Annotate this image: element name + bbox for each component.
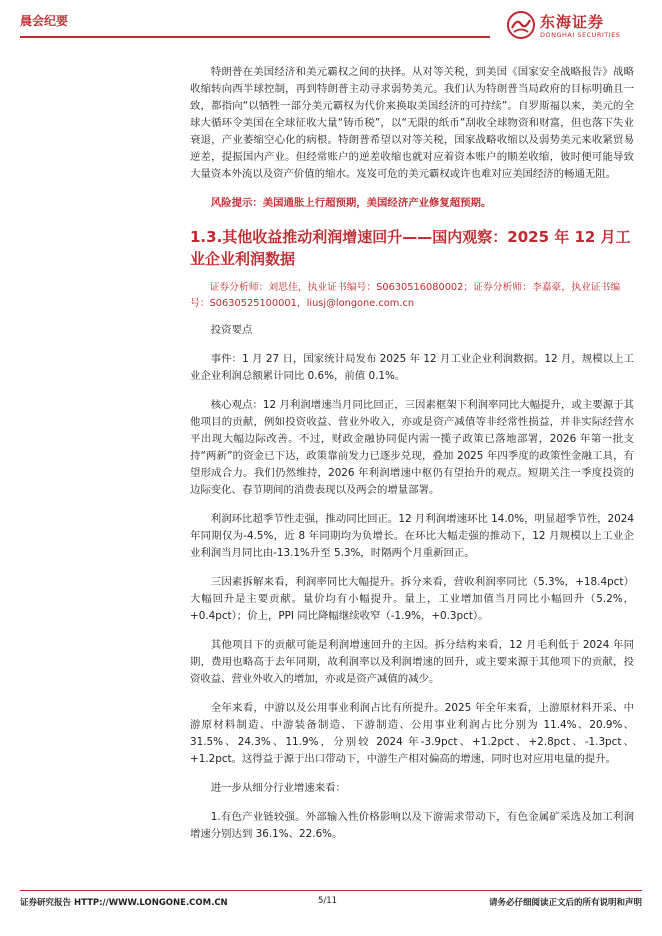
page-header — [0, 0, 662, 46]
event-paragraph: 事件：1 月 27 日，国家统计局发布 2025 年 12 月工业企业利润数据。12 月，规模以上工业企业利润总额累计同比 0.6%，前值 0.1%。 — [190, 353, 634, 382]
intro-paragraph: 特朗普在美国经济和美元霸权之间的抉择。从对等关税，到美国《国家安全战略报告》战略收缩转向西半球控制，再到特朗普主动寻求弱势美元。我们认为特朗普当局政府的目标明确且一致，都指向“以牺牲一部分美元霸权为代价来换取美国经济的可持续”。自罗斯福以来，美元的全球大循环令美国在全球征收大量“铸币税”，以“无限的纸币”刮收全球物资和财富，但也落下失业衰退，产业萎缩空心化的病根。特朗普希望以对等关税，国家战略收缩以及弱势美元来收紧贸易逆差，提振国内产业。但经常账户的逆差收缩也就对应着资本账户的顺差收缩，彼时便可能导致大量资本外流以及资产价值的缩水。岌岌可危的美元霸权或许也难对应美国经济的畅通无阻。 — [190, 66, 634, 180]
footer-website: 证券研究报告 HTTP://WWW.LONGONE.COM.CN — [20, 898, 228, 908]
profit-mom-paragraph: 利润环比超季节性走强，推动同比回正。12 月利润增速环比 14.0%，明显超季节性，2024 年同期仅为-4.5%，近 8 年同期均为负增长。在环比大幅走强的推动下，12 月规模以上工业企业利润当月同比由-13.1%升至 5.3%，时隔两个月重新回正。 — [190, 513, 634, 559]
industry-intro-paragraph: 进一步从细分行业增速来看： — [210, 782, 346, 794]
header-title: 晨会纪要 — [20, 14, 69, 28]
header-divider — [20, 36, 490, 38]
page-footer — [0, 880, 662, 936]
footer-disclaimer: 请务必仔细阅读正文后的所有说明和声明 — [488, 898, 642, 908]
footer-divider — [20, 890, 642, 891]
donghai-logo — [506, 10, 646, 42]
nonferrous-paragraph: 1.有色产业链较强。外部输入性价格影响以及下游需求带动下，有色金属矿采选及加工利润增速分别达到 36.1%、22.6%。 — [190, 811, 634, 840]
section-title: 1.3.其他收益推动利润增速回升——国内观察：2025 年 12 月工业企业利润数据 — [190, 228, 631, 268]
risk-warning: 风险提示：美国通胀上行超预期，美国经济产业修复超预期。 — [210, 197, 492, 209]
report-content — [190, 64, 634, 855]
core-view-paragraph: 核心观点：12 月利润增速当月同比回正，三因素框架下利润率同比大幅提升，或主要源于其他项目的贡献，例如投资收益、营业外收入，亦或是资产减值等非经常性损益，并非实际经营水平出现大幅边际改善。不过，财政金融协同促内需一揽子政策已落地部署，2026 年第一批支持“两新”的资金已下达，政策靠前发力已逐步兑现，叠加 2025 年四季度的政策性金融工具，有望形成合力。我们仍然维持，2026 年利润增速中枢仍有望抬升的观点。短期关注一季度投资的边际变化、春节期间的消费表现以及两会的增量部署。 — [190, 399, 634, 496]
analyst-info: 证券分析师：刘思佳，执业证书编号：S0630516080002；证券分析师：李嘉豪，执业证书编号：S0630525100001，liusj@longone.com.cn — [190, 282, 621, 309]
page-number: 5/11 — [318, 896, 338, 906]
three-factor-paragraph: 三因素拆解来看，利润率同比大幅提升。拆分来看，营收利润率同比（5.3%，+18.4pct）大幅回升是主要贡献。量价均有小幅提升。量上，工业增加值当月同比小幅回升（5.2%，+0.4pct）；价上，PPI 同比降幅继续收窄（-1.9%，+0.3pct）。 — [190, 576, 634, 622]
logo-icon — [506, 10, 536, 40]
investment-points-label: 投资要点 — [210, 324, 253, 336]
annual-structure-paragraph: 全年来看，中游以及公用事业利润占比有所提升。2025 年全年来看，上游原材料开采、中游原材料制造、中游装备制造、下游制造、公用事业利润占比分别为 11.4%、20.9%、31.5%、24.3%、11.9%，分别较 2024 年-3.9pct、+1.2pct、+2.8pct、-1.3pct、+1.2pct。这得益于源于出口带动下，中游生产相对偏高的增速，同时也对应用电量的提升。 — [190, 702, 634, 765]
other-items-paragraph: 其他项目下的贡献可能是利润增速回升的主因。拆分结构来看，12 月毛利低于 2024 年同期，费用也略高于去年同期，故利润率以及利润增速的回升，或主要来源于其他项下的贡献，投资收益、营业外收入的增加，亦或是资产减值的减少。 — [190, 639, 634, 685]
logo-english-name: DONGHAI SECURITIES — [540, 31, 621, 39]
logo-chinese-name: 东海证券 — [540, 13, 605, 31]
